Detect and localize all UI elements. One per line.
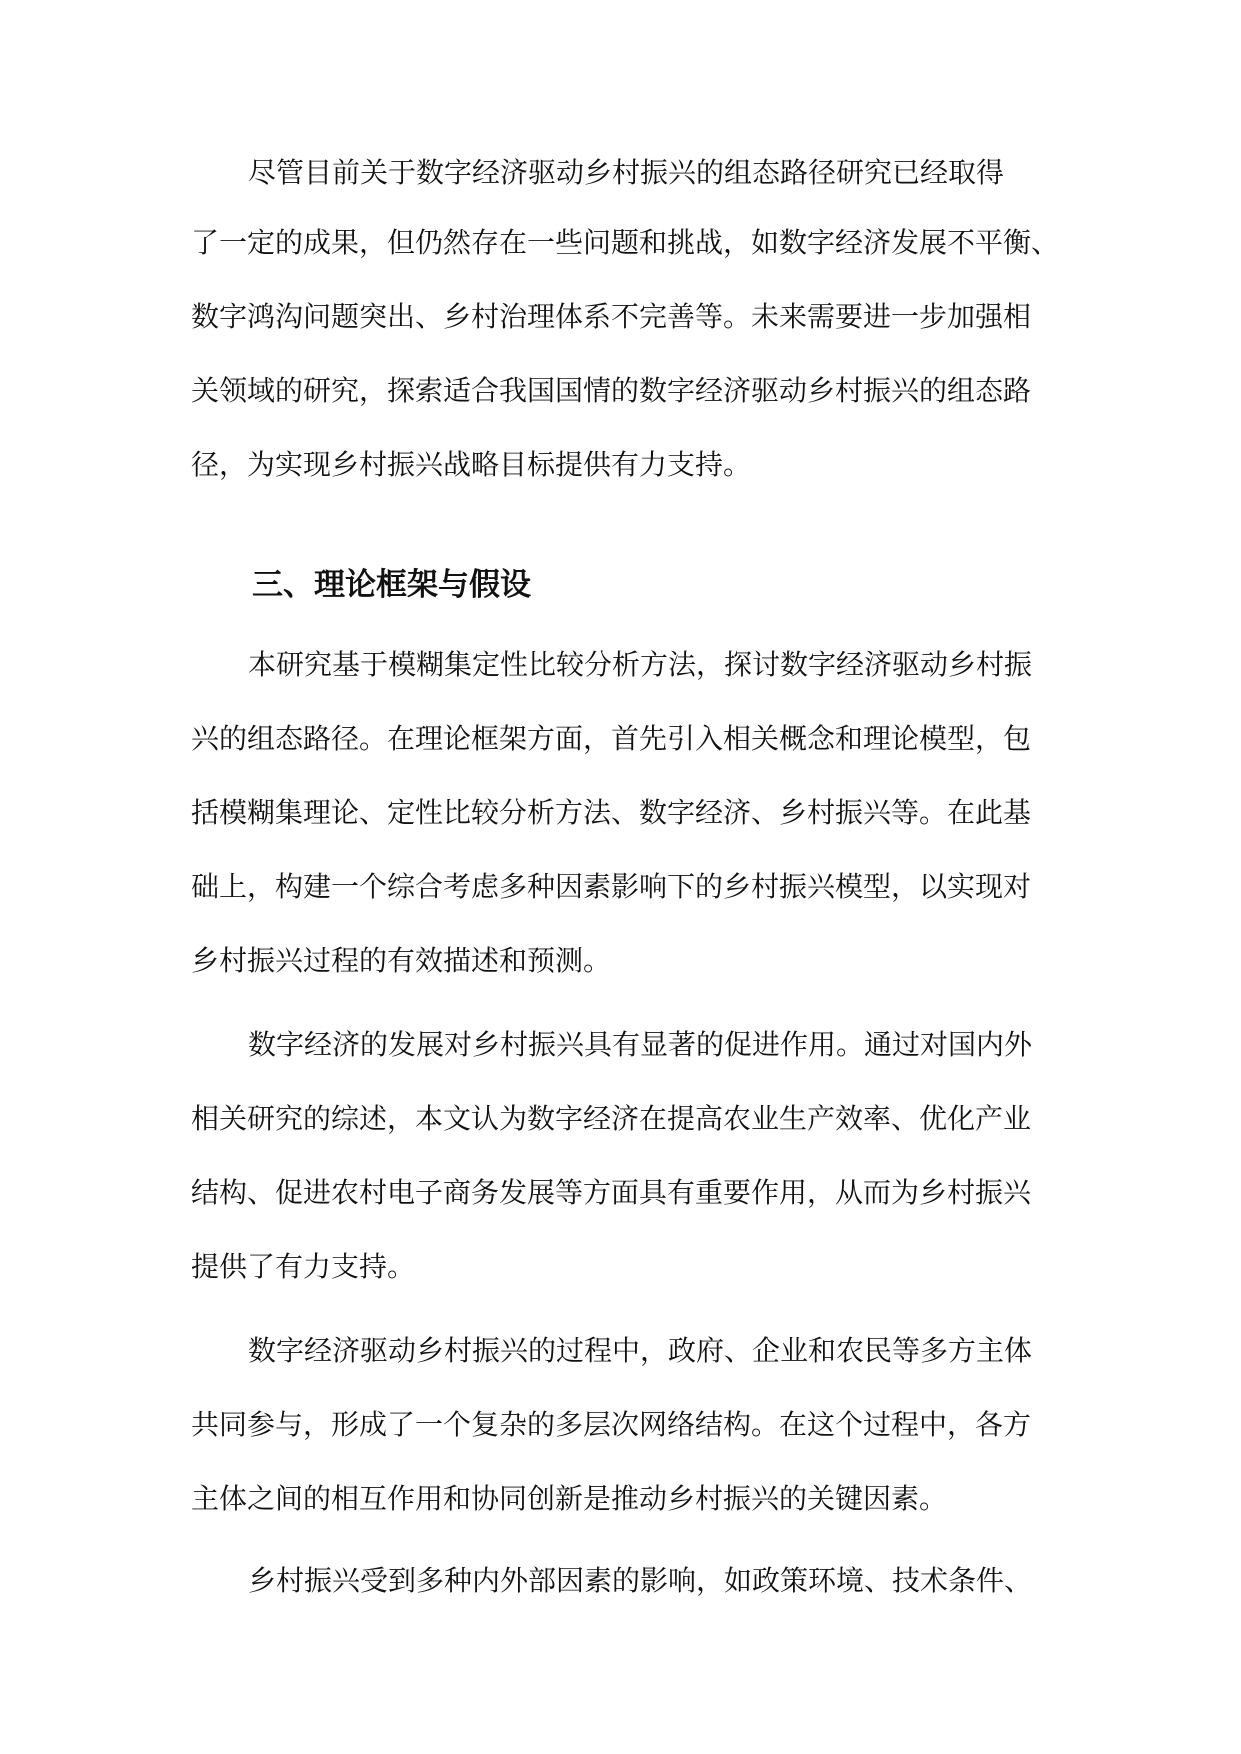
paragraph-2-line-3: 括模糊集理论、定性比较分析方法、数字经济、乡村振兴等。在此基	[191, 796, 1032, 829]
paragraph-4-line-1: 数字经济驱动乡村振兴的过程中，政府、企业和农民等多方主体	[248, 1334, 1033, 1367]
paragraph-3-line-2: 相关研究的综述，本文认为数字经济在提高农业生产效率、优化产业	[191, 1102, 1032, 1135]
paragraph-2-line-2: 兴的组态路径。在理论框架方面，首先引入相关概念和理论模型，包	[191, 722, 1032, 755]
paragraph-5-line-1: 乡村振兴受到多种内外部因素的影响，如政策环境、技术条件、	[248, 1564, 1033, 1597]
paragraph-3-line-1: 数字经济的发展对乡村振兴具有显著的促进作用。通过对国内外	[248, 1028, 1033, 1061]
paragraph-1-line-1: 尽管目前关于数字经济驱动乡村振兴的组态路径研究已经取得	[248, 156, 1005, 189]
paragraph-2-line-4: 础上，构建一个综合考虑多种因素影响下的乡村振兴模型，以实现对	[191, 870, 1032, 903]
paragraph-1-line-5: 径，为实现乡村振兴战略目标提供有力支持。	[191, 448, 752, 481]
paragraph-1-line-3: 数字鸿沟问题突出、乡村治理体系不完善等。未来需要进一步加强相	[191, 300, 1032, 333]
paragraph-3-line-4: 提供了有力支持。	[191, 1250, 416, 1283]
paragraph-1-line-2: 了一定的成果，但仍然存在一些问题和挑战，如数字经济发展不平衡、	[191, 226, 1060, 259]
paragraph-3-line-3: 结构、促进农村电子商务发展等方面具有重要作用，从而为乡村振兴	[191, 1176, 1032, 1209]
paragraph-2-line-1: 本研究基于模糊集定性比较分析方法，探讨数字经济驱动乡村振	[248, 648, 1033, 681]
section-heading: 三、理论框架与假设	[252, 567, 531, 603]
paragraph-4-line-3: 主体之间的相互作用和协同创新是推动乡村振兴的关键因素。	[191, 1482, 948, 1515]
paragraph-4-line-2: 共同参与，形成了一个复杂的多层次网络结构。在这个过程中，各方	[191, 1408, 1032, 1441]
paragraph-1-line-4: 关领域的研究，探索适合我国国情的数字经济驱动乡村振兴的组态路	[191, 374, 1032, 407]
paragraph-2-line-5: 乡村振兴过程的有效描述和预测。	[191, 944, 612, 977]
